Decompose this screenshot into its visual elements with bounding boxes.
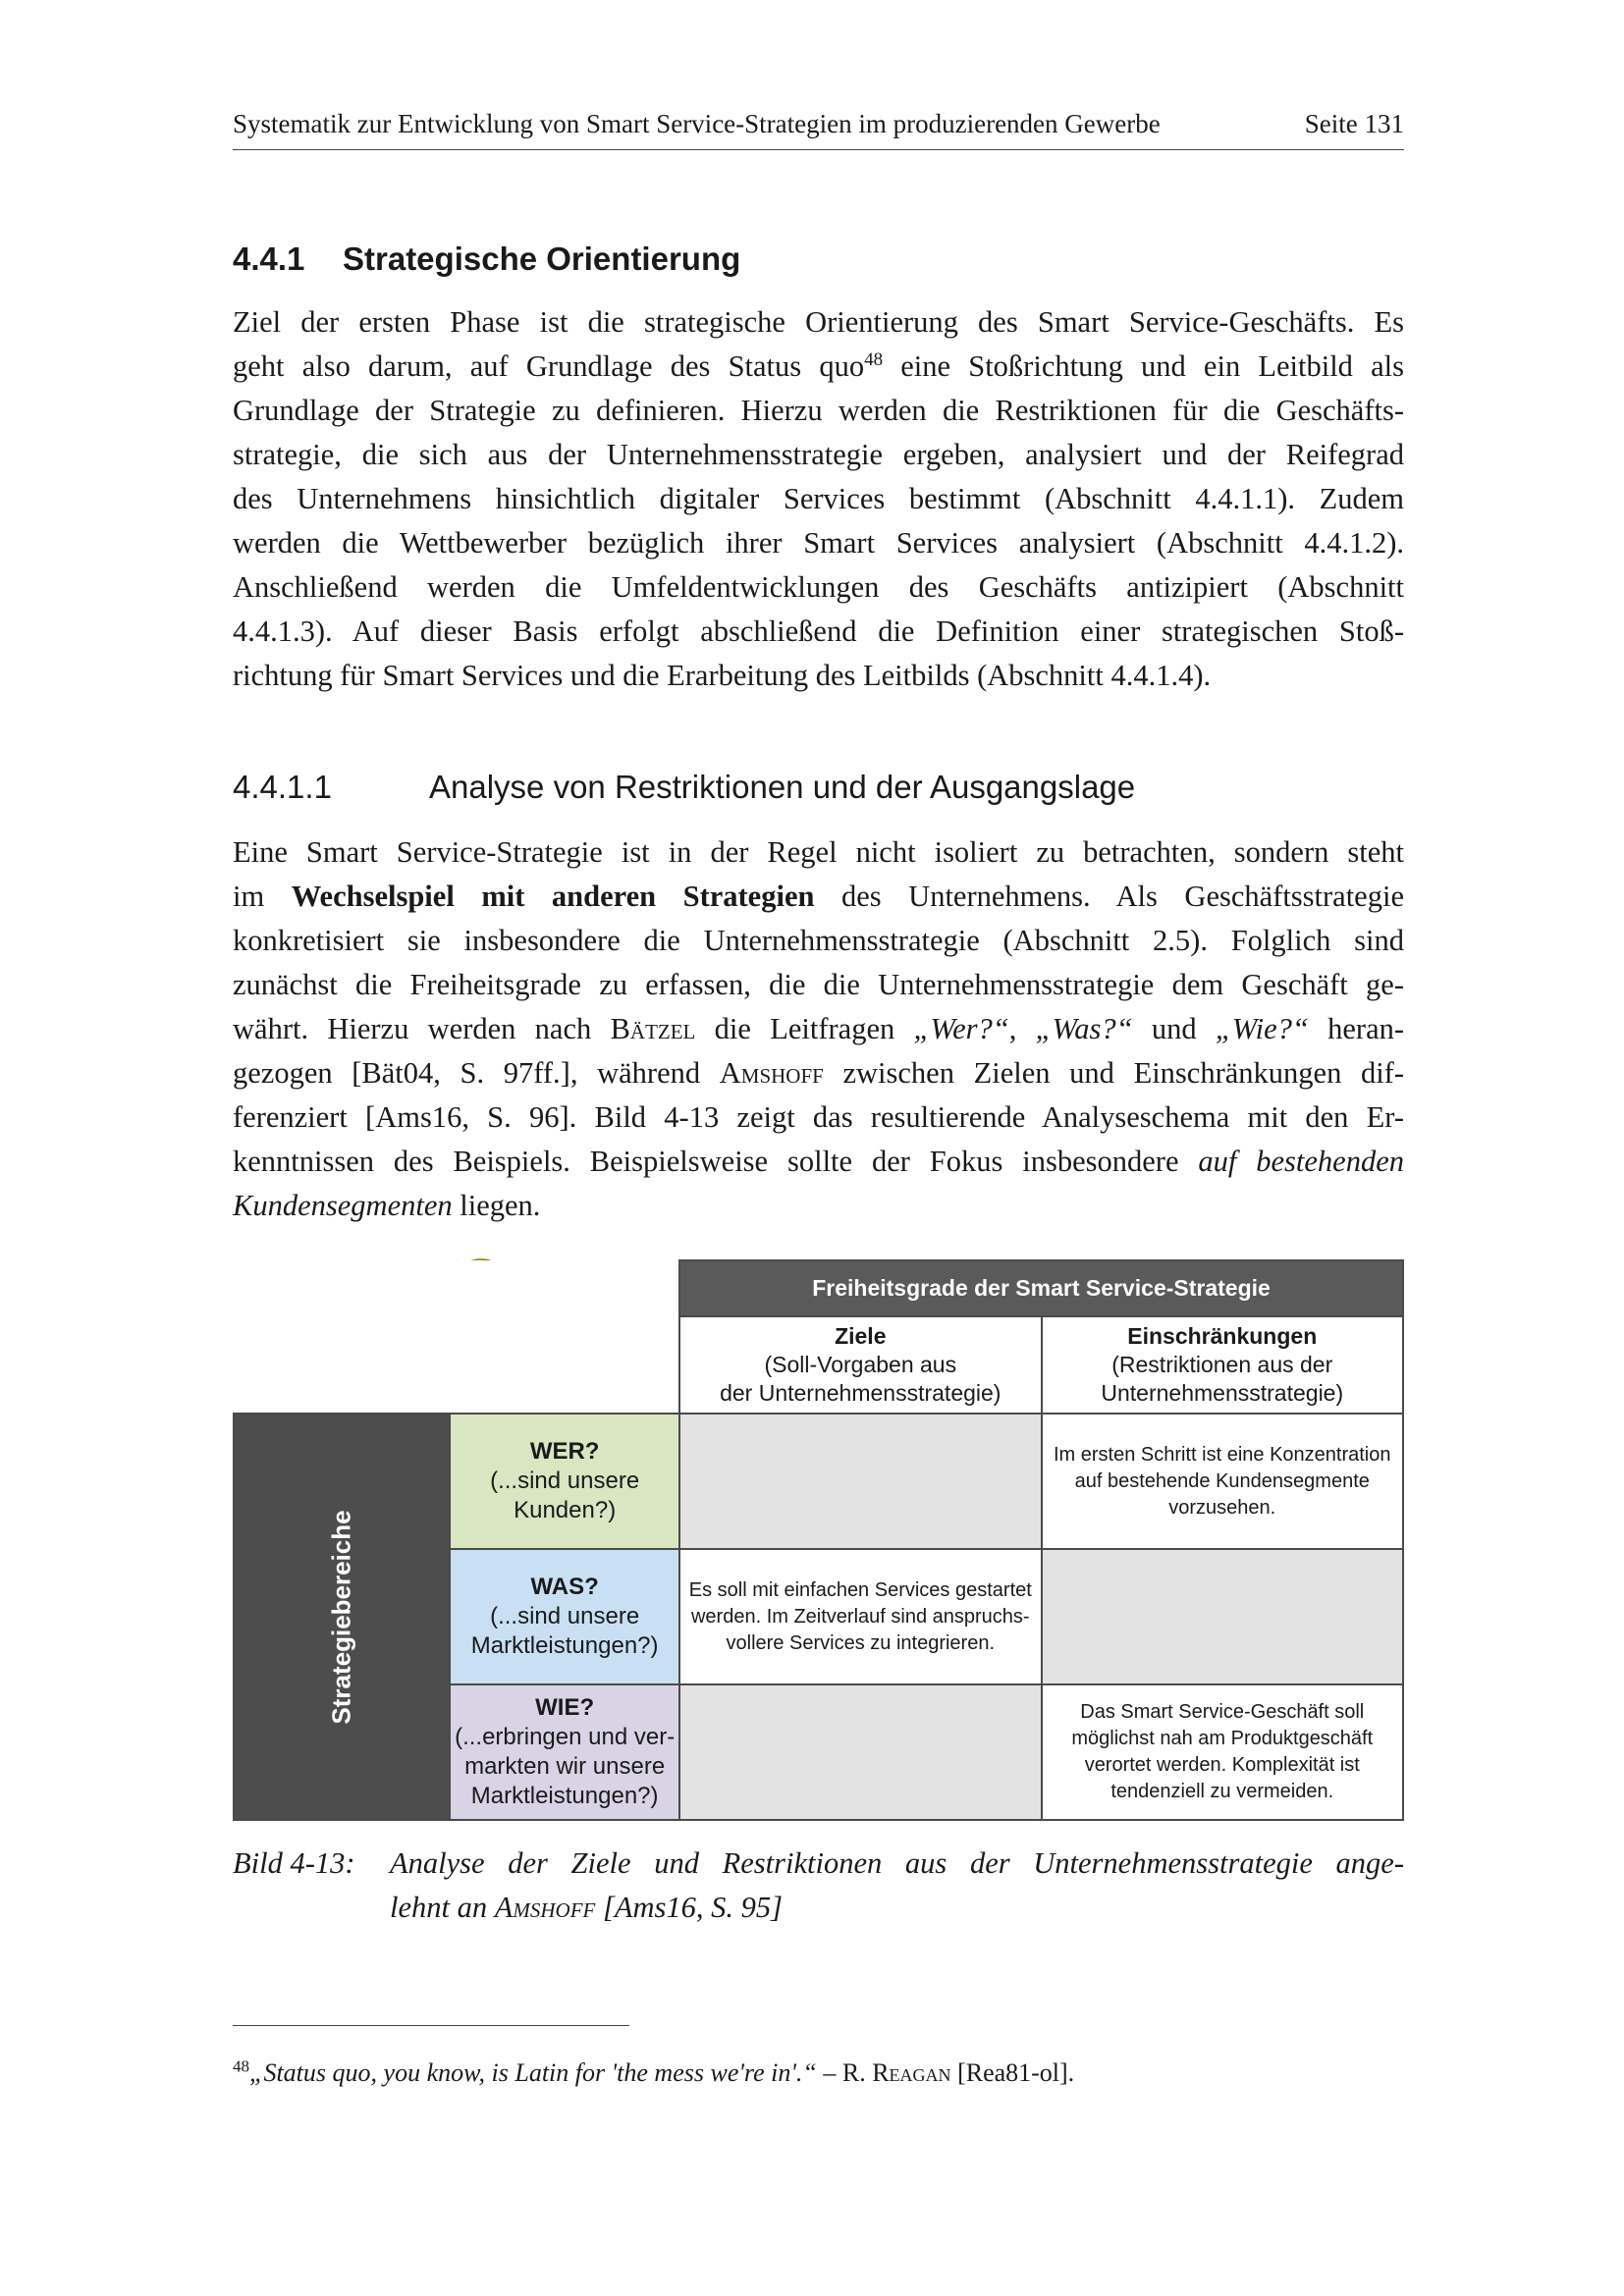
- table-header: Freiheitsgrade der Smart Service-Strategie: [679, 1260, 1403, 1316]
- text-line: Kundensegmenten liegen.: [233, 1189, 541, 1222]
- paragraph-2: [233, 830, 1404, 1228]
- subsection-heading: [233, 766, 1135, 809]
- subsection-number: 4.4.1.1: [233, 769, 332, 805]
- page-number: Seite 131: [1304, 109, 1404, 138]
- footnote-ref: 48: [864, 348, 884, 370]
- author-name: Amshoff: [719, 1056, 824, 1090]
- side-label: Strategiebereiche: [234, 1414, 450, 1820]
- cell-wer-einschraenkungen: Im ersten Schritt ist eine Konzentration auf bestehende Kundensegmente vorzusehen.: [1042, 1414, 1403, 1549]
- text-line: des Unternehmens hinsichtlich digitaler Services bestimmt (Abschnitt 4.4.1.1). Zudem: [233, 482, 1404, 515]
- figure-analysis-schema: [233, 1259, 1404, 1825]
- text-line: Ziel der ersten Phase ist die strategische Orientierung des Smart Service-Geschäfts. Es: [233, 305, 1404, 339]
- text-line: währt. Hierzu werden nach Bätzel die Leitfragen „Wer?“, „Was?“ und „Wie?“ heran-: [233, 1012, 1405, 1045]
- text-line: ferenziert [Ams16, S. 96]. Bild 4-13 zeigt das resultierende Analyseschema mit den Er-: [233, 1100, 1404, 1134]
- text-line: konkretisiert sie insbesondere die Unternehmensstrategie (Abschnitt 2.5). Folglich sind: [233, 924, 1404, 957]
- cell-wie-ziele: [679, 1684, 1041, 1820]
- cell-was-einschraenkungen: [1042, 1549, 1403, 1684]
- question-was: WAS? (...sind unsere Marktleistungen?): [450, 1549, 679, 1684]
- text-line: im Wechselspiel mit anderen Strategien des Unternehmens. Als Geschäftsstrategie: [233, 880, 1404, 913]
- text-line: zunächst die Freiheitsgrade zu erfassen, die die Unternehmensstrategie dem Geschäft ge-: [233, 968, 1404, 1001]
- text-line: richtung für Smart Services und die Erarbeitung des Leitbilds (Abschnitt 4.4.1.4).: [233, 659, 1212, 692]
- question-wer: WER? (...sind unsere Kunden?): [450, 1414, 679, 1549]
- section-heading: [233, 238, 740, 281]
- text-line: Eine Smart Service-Strategie ist in der Regel nicht isoliert zu betrachten, sondern steht: [233, 835, 1404, 869]
- text-line: gezogen [Bät04, S. 97ff.], während Amshoff zwischen Zielen und Einschränkungen dif-: [233, 1056, 1405, 1090]
- paragraph-1: [233, 300, 1404, 698]
- column-header-ziele: Ziele (Soll-Vorgaben aus der Unternehmensstrategie): [679, 1316, 1041, 1414]
- cell-wer-ziele: [679, 1414, 1041, 1549]
- section-number: 4.4.1: [233, 240, 305, 277]
- footnote-mark: 48: [233, 2056, 249, 2076]
- freiheitsgrade-table: [233, 1259, 1404, 1821]
- text-line: Grundlage der Strategie zu definieren. Hierzu werden die Restriktionen für die Geschäfts-: [233, 394, 1404, 427]
- cell-wie-einschraenkungen: Das Smart Service-Geschäft soll möglichst nah am Produktgeschäft verortet werden. Komplexität ist tendenziell zu vermeiden.: [1042, 1684, 1403, 1820]
- caption-label: Bild 4-13:: [233, 1846, 355, 1880]
- text-line: Anschließend werden die Umfeldentwicklungen des Geschäfts antizipiert (Abschnitt: [233, 570, 1404, 604]
- section-title: Strategische Orientierung: [343, 240, 741, 277]
- figure-caption: [233, 1842, 1404, 1924]
- question-wie: WIE? (...erbringen und ver- markten wir unsere Marktleistungen?): [450, 1684, 679, 1820]
- author-name: Bätzel: [610, 1012, 696, 1045]
- bold-term: Wechselspiel mit anderen Strategien: [291, 880, 815, 913]
- subsection-title: Analyse von Restriktionen und der Ausgangslage: [429, 769, 1136, 805]
- footnote-divider: [233, 2025, 629, 2026]
- running-header-title: Systematik zur Entwicklung von Smart Service-Strategien im produzierenden Gewerbe: [233, 109, 1161, 138]
- text-line: kenntnissen des Beispiels. Beispielsweise sollte der Fokus insbesondere auf bestehenden: [233, 1145, 1405, 1178]
- text-line: werden die Wettbewerber bezüglich ihrer Smart Services analysiert (Abschnitt 4.4.1.2).: [233, 526, 1404, 560]
- running-header: [233, 106, 1404, 150]
- text-line: 4.4.1.3). Auf dieser Basis erfolgt abschließend die Definition einer strategischen Stoß-: [233, 614, 1404, 648]
- caption-text: Analyse der Ziele und Restriktionen aus der Unternehmensstrategie ange- lehnt an Amshoff [Ams16, S. 95]: [390, 1846, 1404, 1924]
- text-line: strategie, die sich aus der Unternehmensstrategie ergeben, analysiert und der Reifegrad: [233, 438, 1404, 471]
- column-header-einschraenkungen: Einschränkungen (Restriktionen aus der Unternehmensstrategie): [1042, 1316, 1403, 1414]
- cell-was-ziele: Es soll mit einfachen Services gestartet werden. Im Zeitverlauf sind anspruchs- vollere Services zu integrieren.: [679, 1549, 1041, 1684]
- text-line: geht also darum, auf Grundlage des Status quo$^{48}$ eine Stoßrichtung und ein Leitbild als: [233, 348, 1404, 383]
- footnote: $^{48}$„Status quo, you know, is Latin for 'the mess we're in'.“ – R. Reagan [Rea81-ol].: [233, 2056, 1075, 2087]
